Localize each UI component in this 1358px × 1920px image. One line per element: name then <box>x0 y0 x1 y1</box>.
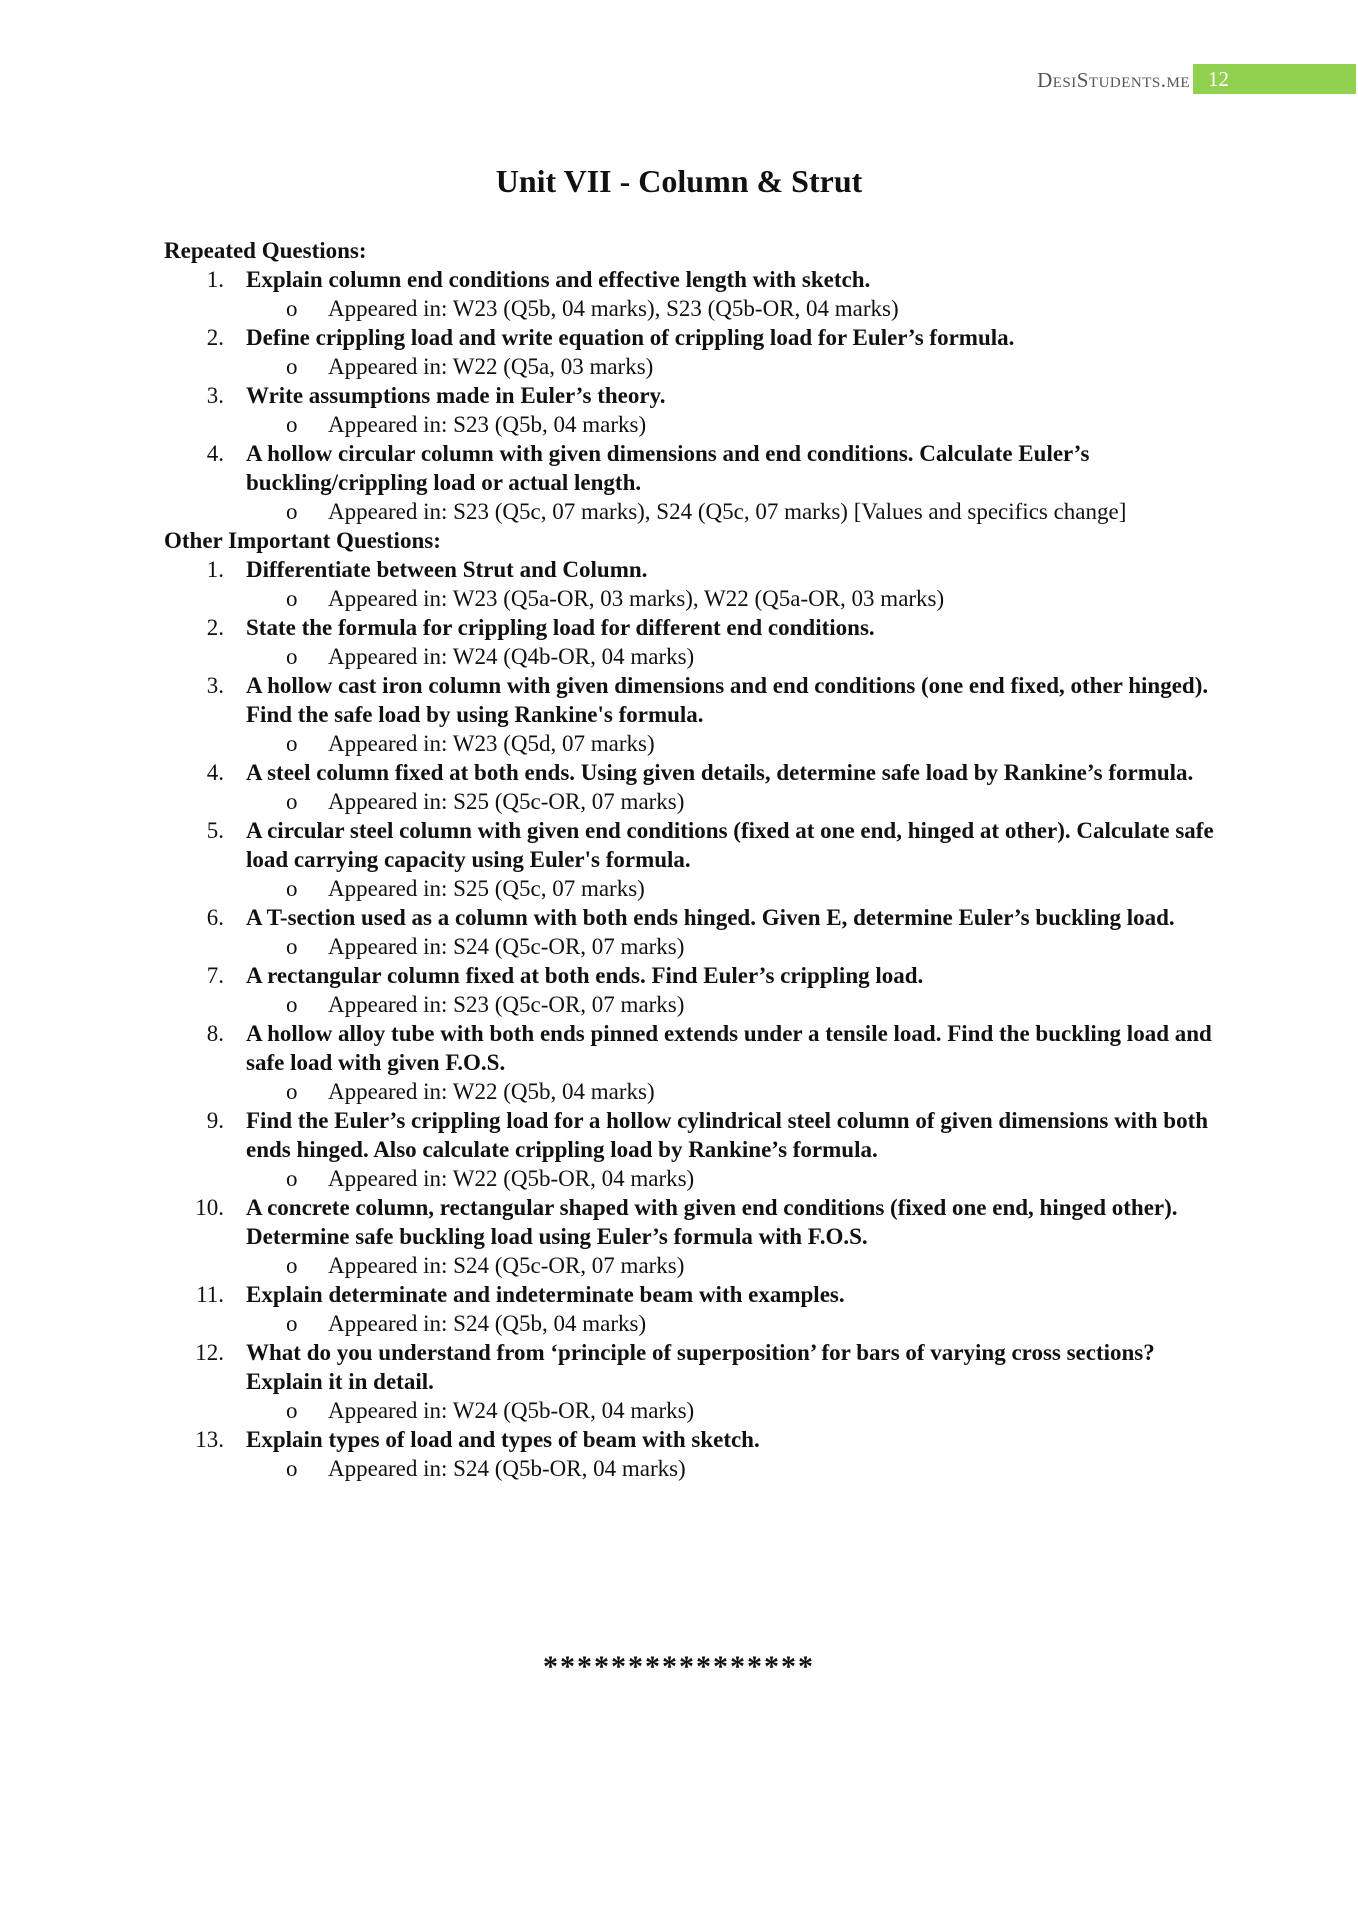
question-item <box>164 961 1214 990</box>
site-name: DesiStudents.me <box>1037 68 1190 92</box>
bullet-icon: o <box>286 499 298 524</box>
appeared-in <box>164 787 1214 816</box>
question-text: A steel column fixed at both ends. Using given details, determine safe load by Rankine’s formula. <box>246 760 1194 785</box>
appeared-in-text: Appeared in: S25 (Q5c, 07 marks) <box>328 876 645 901</box>
question-item <box>164 1425 1214 1454</box>
question-number: 2. <box>206 325 224 350</box>
appeared-in-text: Appeared in: W24 (Q5b-OR, 04 marks) <box>328 1398 695 1423</box>
question-item <box>164 1106 1214 1164</box>
appeared-in-text: Appeared in: S23 (Q5b, 04 marks) <box>328 412 647 437</box>
appeared-in-text: Appeared in: W23 (Q5d, 07 marks) <box>328 731 655 756</box>
appeared-in-text: Appeared in: W24 (Q4b-OR, 04 marks) <box>328 644 695 669</box>
question-number: 7. <box>206 963 224 988</box>
appeared-in <box>164 990 1214 1019</box>
page-title: Unit VII - Column & Strut <box>495 163 863 199</box>
question-text: A T-section used as a column with both ends hinged. Given E, determine Euler’s buckling load. <box>246 905 1175 930</box>
question-text: Explain determinate and indeterminate beam with examples. <box>246 1282 845 1307</box>
question-number: 8. <box>206 1021 224 1046</box>
repeated-questions-heading: Repeated Questions: <box>164 238 367 263</box>
bullet-icon: o <box>286 412 298 437</box>
appeared-in-text: Appeared in: S23 (Q5c, 07 marks), S24 (Q5c, 07 marks) [Values and specifics change] <box>328 499 1127 524</box>
bullet-icon: o <box>286 1311 298 1336</box>
bullet-icon: o <box>286 1456 298 1481</box>
question-number: 4. <box>206 760 224 785</box>
question-text: What do you understand from ‘principle of superposition’ for bars of varying cross sections? Explain it in detail. <box>246 1340 1155 1394</box>
page-number-badge: 12 <box>1193 64 1356 94</box>
question-text: A hollow circular column with given dimensions and end conditions. Calculate Euler’s buckling/crippling load or actual length. <box>246 441 1090 495</box>
question-item <box>164 1193 1214 1251</box>
question-text: Differentiate between Strut and Column. <box>246 557 648 582</box>
appeared-in <box>164 294 1214 323</box>
bullet-icon: o <box>286 1166 298 1191</box>
appeared-in <box>164 584 1214 613</box>
appeared-in <box>164 729 1214 758</box>
appeared-in-text: Appeared in: W22 (Q5b, 04 marks) <box>328 1079 655 1104</box>
question-item <box>164 439 1214 497</box>
question-item <box>164 1019 1214 1077</box>
other-questions-list <box>164 555 1214 1483</box>
question-number: 13. <box>195 1427 224 1452</box>
page-header <box>0 64 1358 98</box>
appeared-in <box>164 1164 1214 1193</box>
end-separator-stars: **************** <box>543 1650 815 1683</box>
appeared-in <box>164 642 1214 671</box>
bullet-icon: o <box>286 354 298 379</box>
question-number: 11. <box>196 1282 224 1307</box>
question-number: 4. <box>206 441 224 466</box>
appeared-in-text: Appeared in: W23 (Q5a-OR, 03 marks), W22 (Q5a-OR, 03 marks) <box>328 586 945 611</box>
question-number: 3. <box>206 673 224 698</box>
question-text: Define crippling load and write equation of crippling load for Euler’s formula. <box>246 325 1015 350</box>
appeared-in <box>164 352 1214 381</box>
bullet-icon: o <box>286 789 298 814</box>
bullet-icon: o <box>286 1253 298 1278</box>
appeared-in <box>164 1251 1214 1280</box>
question-item <box>164 758 1214 787</box>
appeared-in-text: Appeared in: W22 (Q5b-OR, 04 marks) <box>328 1166 695 1191</box>
question-number: 3. <box>206 383 224 408</box>
question-text: State the formula for crippling load for different end conditions. <box>246 615 875 640</box>
appeared-in <box>164 1077 1214 1106</box>
bullet-icon: o <box>286 644 298 669</box>
bullet-icon: o <box>286 586 298 611</box>
appeared-in <box>164 1454 1214 1483</box>
appeared-in-text: Appeared in: S24 (Q5b, 04 marks) <box>328 1311 647 1336</box>
question-item <box>164 1280 1214 1309</box>
other-questions-heading: Other Important Questions: <box>164 528 441 553</box>
question-text: Write assumptions made in Euler’s theory. <box>246 383 666 408</box>
appeared-in <box>164 410 1214 439</box>
question-text: A hollow cast iron column with given dimensions and end conditions (one end fixed, other hinged). Find the safe load by using Rankine's formula. <box>246 673 1209 727</box>
appeared-in-text: Appeared in: S24 (Q5c-OR, 07 marks) <box>328 1253 685 1278</box>
question-item <box>164 265 1214 294</box>
appeared-in-text: Appeared in: S25 (Q5c-OR, 07 marks) <box>328 789 685 814</box>
question-number: 1. <box>206 557 224 582</box>
question-number: 2. <box>206 615 224 640</box>
appeared-in-text: Appeared in: W23 (Q5b, 04 marks), S23 (Q5b-OR, 04 marks) <box>328 296 899 321</box>
question-text: A circular steel column with given end conditions (fixed at one end, hinged at other). Calculate safe load carrying capacity using Euler's formula. <box>246 818 1214 872</box>
question-number: 1. <box>206 267 224 292</box>
appeared-in <box>164 1309 1214 1338</box>
question-text: Find the Euler’s crippling load for a hollow cylindrical steel column of given dimensions with both ends hinged. Also calculate crippling load by Rankine’s formula. <box>246 1108 1209 1162</box>
question-content <box>164 236 1214 1483</box>
question-number: 9. <box>206 1108 224 1133</box>
question-item <box>164 816 1214 874</box>
bullet-icon: o <box>286 1398 298 1423</box>
appeared-in-text: Appeared in: S24 (Q5b-OR, 04 marks) <box>328 1456 686 1481</box>
question-number: 12. <box>195 1340 224 1365</box>
question-text: Explain types of load and types of beam with sketch. <box>246 1427 760 1452</box>
question-number: 5. <box>206 818 224 843</box>
bullet-icon: o <box>286 992 298 1017</box>
appeared-in <box>164 1396 1214 1425</box>
bullet-icon: o <box>286 876 298 901</box>
appeared-in-text: Appeared in: W22 (Q5a, 03 marks) <box>328 354 654 379</box>
question-item <box>164 613 1214 642</box>
question-text: Explain column end conditions and effective length with sketch. <box>246 267 871 292</box>
question-item <box>164 323 1214 352</box>
question-text: A concrete column, rectangular shaped with given end conditions (fixed one end, hinged other). Determine safe buckling load using Euler’s formula with F.O.S. <box>246 1195 1178 1249</box>
question-text: A hollow alloy tube with both ends pinned extends under a tensile load. Find the buckling load and safe load with given F.O.S. <box>246 1021 1212 1075</box>
bullet-icon: o <box>286 1079 298 1104</box>
question-item <box>164 1338 1214 1396</box>
bullet-icon: o <box>286 731 298 756</box>
question-text: A rectangular column fixed at both ends. Find Euler’s crippling load. <box>246 963 924 988</box>
appeared-in-text: Appeared in: S23 (Q5c-OR, 07 marks) <box>328 992 685 1017</box>
repeated-questions-list <box>164 265 1214 526</box>
appeared-in <box>164 497 1214 526</box>
question-item <box>164 671 1214 729</box>
question-number: 6. <box>206 905 224 930</box>
appeared-in-text: Appeared in: S24 (Q5c-OR, 07 marks) <box>328 934 685 959</box>
bullet-icon: o <box>286 934 298 959</box>
appeared-in <box>164 874 1214 903</box>
question-item <box>164 381 1214 410</box>
bullet-icon: o <box>286 296 298 321</box>
appeared-in <box>164 932 1214 961</box>
question-number: 10. <box>195 1195 224 1220</box>
question-item <box>164 903 1214 932</box>
question-item <box>164 555 1214 584</box>
